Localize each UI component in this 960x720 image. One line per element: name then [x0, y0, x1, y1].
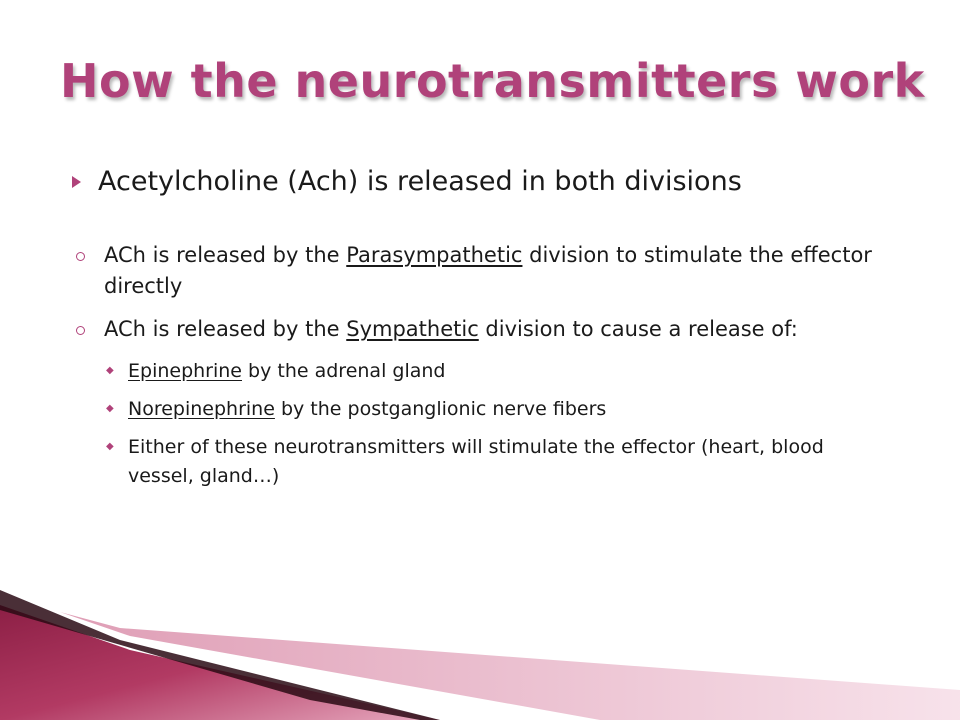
bullet-text-after: by the postganglionic nerve fibers [274, 398, 607, 420]
bullet-text-after: division to stimulate the effector directly [104, 243, 872, 298]
term-epinephrine: Epinephrine [128, 360, 242, 382]
bullet-level3 [104, 433, 890, 491]
bullet-level2 [74, 314, 890, 345]
bullet-level3 [104, 395, 890, 424]
bullet-list [70, 160, 890, 500]
bullet-text: Either of these neurotransmitters will stimulate the effector (heart, blood vessel, gland…) [128, 436, 824, 487]
diamond-icon: ◆ [106, 365, 114, 376]
bullet-level3 [104, 357, 890, 386]
bullet-text-after: division to cause a release of: [478, 317, 798, 341]
term-parasympathetic: Parasympathetic [346, 243, 523, 267]
slide-title: How the neurotransmitters work [60, 54, 925, 108]
triangle-right-icon [72, 176, 81, 188]
ribbon-light [60, 612, 960, 720]
ribbon-shadow [0, 590, 440, 720]
ring-icon [76, 326, 85, 335]
bullet-text-before: ACh is released by the [104, 317, 347, 341]
bullet-level2 [74, 240, 890, 302]
term-norepinephrine: Norepinephrine [128, 398, 275, 420]
bullet-level1 [70, 160, 890, 204]
bullet-text-after: by the adrenal gland [242, 360, 446, 382]
diamond-icon: ◆ [106, 403, 114, 414]
diamond-icon: ◆ [106, 441, 114, 452]
bullet-text: Acetylcholine (Ach) is released in both divisions [98, 166, 742, 197]
ribbon-dark [0, 605, 440, 720]
ring-icon [76, 252, 85, 261]
bullet-text-before: ACh is released by the [104, 243, 347, 267]
term-sympathetic: Sympathetic [346, 317, 479, 341]
